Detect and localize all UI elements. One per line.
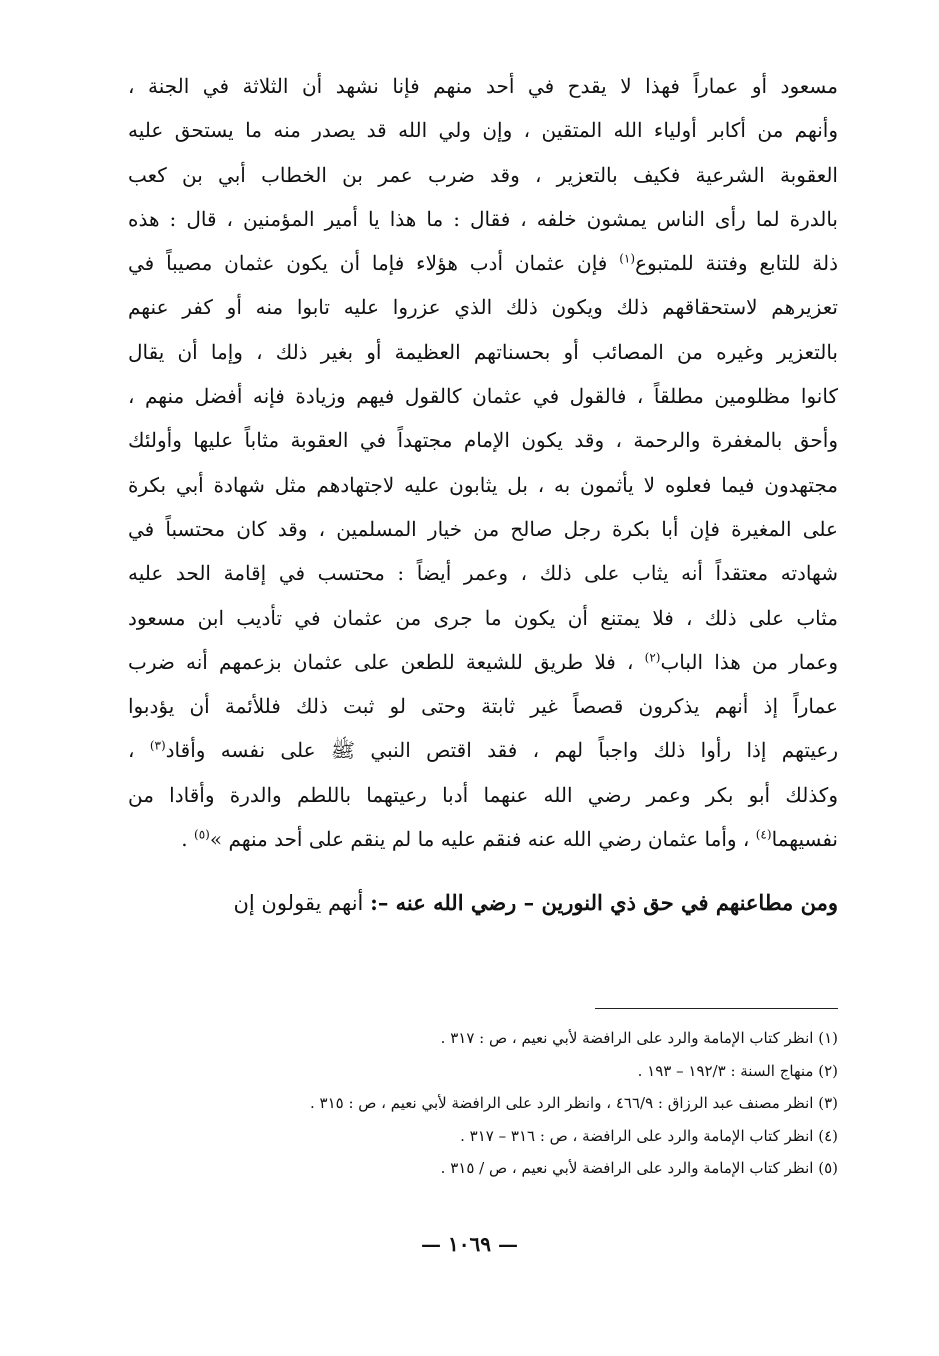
- footnote: (٣) انظر مصنف عبد الرزاق : ٤٦٦/٩ ، وانظر الرد على الرافضة لأبي نعيم ، ص : ٣١٥ .: [309, 1094, 838, 1112]
- text-line: [128, 640, 838, 684]
- page-number: — ١٠٦٩ —: [421, 1232, 518, 1256]
- text-segment: نفسيهما: [771, 827, 838, 852]
- text-segment: فإن عثمان أدب هؤلاء فإما أن يكون عثمان مصيباً في: [128, 251, 608, 276]
- section-heading-line: [128, 881, 838, 925]
- footnote: (١) انظر كتاب الإمامة والرد على الرافضة لأبي نعيم ، ص : ٣١٧ .: [440, 1029, 838, 1047]
- text-line: تعزيرهم لاستحقاقهم ذلك ويكون ذلك الذي عزروا عليه تابوا منه أو كفر عنهم: [128, 295, 838, 320]
- footnote-separator: [595, 1008, 838, 1009]
- footnote: (٤) انظر كتاب الإمامة والرد على الرافضة ، ص : ٣١٦ – ٣١٧ .: [460, 1126, 838, 1145]
- text-segment: ،: [128, 738, 135, 763]
- text-line: [128, 728, 838, 772]
- text-line: [128, 241, 838, 285]
- footnotes: [120, 1022, 838, 1185]
- text-line: مثاب على ذلك ، فلا يمتنع أن يكون ما جرى من عثمان في تأديب ابن مسعود: [128, 605, 838, 630]
- text-line: [128, 817, 838, 861]
- footnote-marker: (٣): [149, 738, 166, 753]
- text-line: العقوبة الشرعية فكيف بالتعزير ، وقد ضرب عمر بن الخطاب أبي بن كعب: [128, 162, 838, 187]
- text-segment: .: [181, 827, 188, 852]
- main-text: [128, 64, 838, 926]
- footnote-marker: (٢): [644, 650, 661, 665]
- footnote: (٥) انظر كتاب الإمامة والرد على الرافضة لأبي نعيم ، ص / ٣١٥ .: [440, 1159, 838, 1177]
- text-segment: ، فلا طريق للشيعة للطعن على عثمان بزعمهم أنه ضرب: [128, 649, 634, 674]
- footnote: (٢) منهاج السنة : ١٩٢/٣ – ١٩٣ .: [637, 1061, 838, 1080]
- text-line: بالتعزير وغيره من المصائب أو بحسناتهم العظيمة أو بغير ذلك ، وإما أن يقال: [128, 339, 838, 364]
- text-line: وأنهم من أكابر أولياء الله المتقين ، وإن ولي الله قد يصدر منه ما يستحق عليه: [128, 118, 838, 143]
- text-line: عماراً إذ أنهم يذكرون قصصاً غير ثابتة وحتى لو ثبت ذلك فللأئمة أن يؤدبوا: [128, 694, 838, 719]
- footnote-marker: (٥): [194, 827, 210, 842]
- text-line: وأحق بالمغفرة والرحمة ، وقد يكون الإمام مجتهداً في العقوبة مثاباً عليها وأولئك: [128, 428, 838, 453]
- text-line: كانوا مظلومين مطلقاً ، فالقول في عثمان كالقول فيهم وزيادة فإنه أفضل منهم ،: [128, 384, 838, 409]
- text-segment: أنهم يقولون إن: [233, 891, 364, 916]
- text-line: شهادته معتقداً أنه يثاب على ذلك ، وعمر أيضاً : محتسب في إقامة الحد عليه: [128, 561, 838, 586]
- text-line: مسعود أو عماراً فهذا لا يقدح في أحد منهم فإنا نشهد أن الثلاثة في الجنة ،: [128, 74, 838, 98]
- text-line: وكذلك أبو بكر وعمر رضي الله عنهما أدبا رعيتهما باللطم والدرة وأقادا من: [128, 782, 838, 807]
- text-line: مجتهدون فيما فعلوه لا يأثمون به ، بل يثابون عليه لاجتهادهم مثل شهادة أبي بكرة: [128, 472, 838, 497]
- footnote-marker: (٤): [755, 827, 772, 842]
- text-line: بالدرة لما رأى الناس يمشون خلفه ، فقال : ما هذا يا أمير المؤمنين ، قال : هذه: [128, 206, 838, 231]
- footnote-marker: (١): [619, 251, 636, 266]
- text-line: على المغيرة فإن أبا بكرة رجل صالح من خيار المسلمين ، وقد كان محتسباً في: [128, 516, 838, 541]
- text-segment: وعمار من هذا الباب: [660, 649, 838, 674]
- text-segment: ذلة للتابع وفتنة للمتبوع: [635, 251, 838, 276]
- text-segment: ، وأما عثمان رضي الله عنه فنقم عليه ما لم ينقم على أحد منهم »: [209, 827, 750, 852]
- text-segment: رعيتهم إذا رأوا ذلك واجباً لهم ، فقد اقتص النبي ﷺ على نفسه وأقاد: [165, 738, 838, 763]
- section-heading: ومن مطاعنهم في حق ذي النورين – رضي الله عنه –:: [370, 890, 838, 916]
